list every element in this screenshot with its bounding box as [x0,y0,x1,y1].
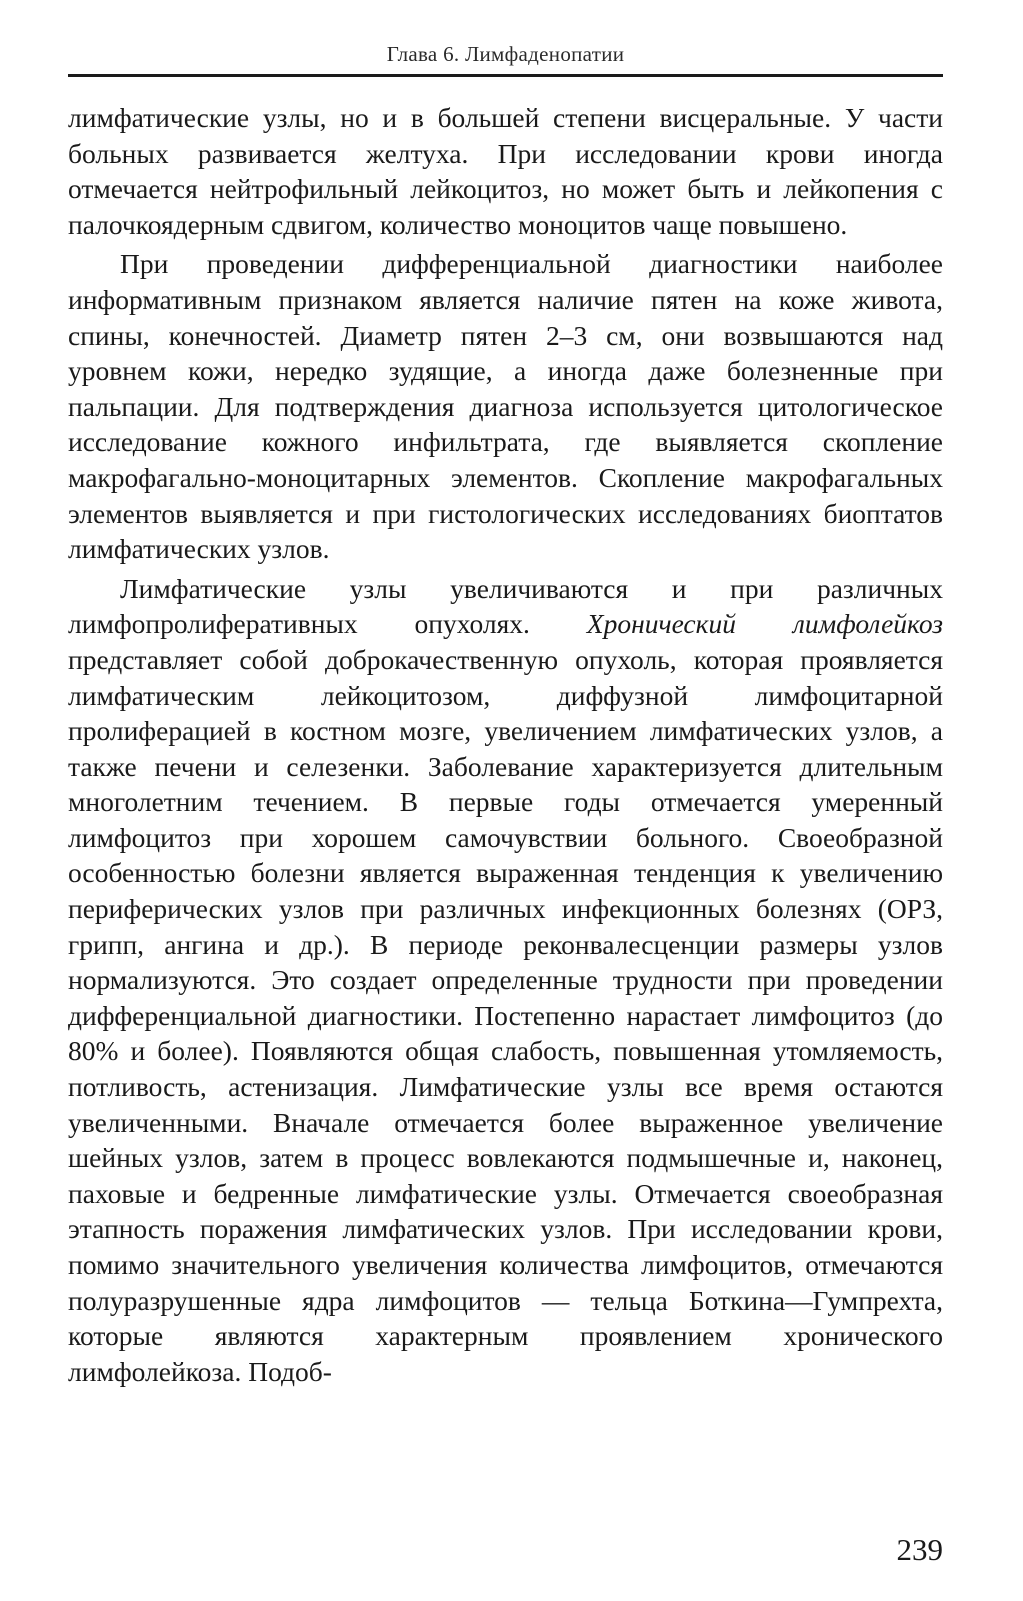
book-page [68,0,943,1601]
header-rule [68,74,943,77]
running-head: Глава 6. Лимфаденопатии [386,42,625,66]
paragraph-differential-diagnosis: При проведении дифференциальной диагностики наиболее информативным признаком является наличие пятен на коже живота, спины, конечностей. Диаметр пятен 2–3 см, они возвышаются над уровнем кожи, нередко зудящие, а иногда даже болезненные при пальпации. Для подтверждения диагноза используется цитологическое исследование кожного инфильтрата, где выявляется скопление макрофагально-моноцитарных элементов. Скопление макрофагальных элементов выявляется и при гистологических исследованиях биоптатов лимфатических узлов. [68,248,943,565]
italic-term: Хронический лимфолейкоз [586,608,943,640]
page-number: 239 [896,1532,943,1567]
paragraph-chronic-lympholeukemia [68,571,943,1390]
paragraph-text-segment: Лимфатические узлы увеличиваются и при различных лимфопролиферативных опухолях. [68,572,943,640]
body-text [68,100,943,1389]
paragraph-continuation: лимфатические узлы, но и в большей степени висцеральные. У части больных развивается желтуха. При исследовании крови иногда отмечается нейтрофильный лейкоцитоз, но может быть и лейкопения с палочкоядерным сдвигом, количество моноцитов чаще повышено. [68,102,943,240]
paragraph-text-segment: представляет собой доброкачественную опухоль, которая проявляется лимфатическим лейкоцитозом, диффузной лимфоцитарной пролиферацией в костном мозге, увеличением лимфатических узлов, а также печени и селезенки. Заболевание характеризуется длительным многолетним течением. В первые годы отмечается умеренный лимфоцитоз при хорошем самочувствии больного. Своеобразной особенностью болезни является выраженная тенденция к увеличению периферических узлов при различных инфекционных болезнях (ОРЗ, грипп, ангина и др.). В периоде реконвалесценции размеры узлов нормализуются. Это создает определенные трудности при проведении дифференциальной диагностики. Постепенно нарастает лимфоцитоз (до 80% и более). Появляются общая слабость, повышенная утомляемость, потливость, астенизация. Лимфатические узлы все время остаются увеличенными. Вначале отмечается более выраженное увеличение шейных узлов, затем в процесс вовлекаются подмышечные и, наконец, паховые и бедренные лимфатические узлы. Отмечается своеобразная этапность поражения лимфатических узлов. При исследовании крови, помимо значительного увеличения количества лимфоцитов, отмечаются полуразрушенные ядра лимфоцитов — тельца Боткина—Гумпрехта, которые являются характерным проявлением хронического лимфолейкоза. Подоб- [68,643,943,1387]
